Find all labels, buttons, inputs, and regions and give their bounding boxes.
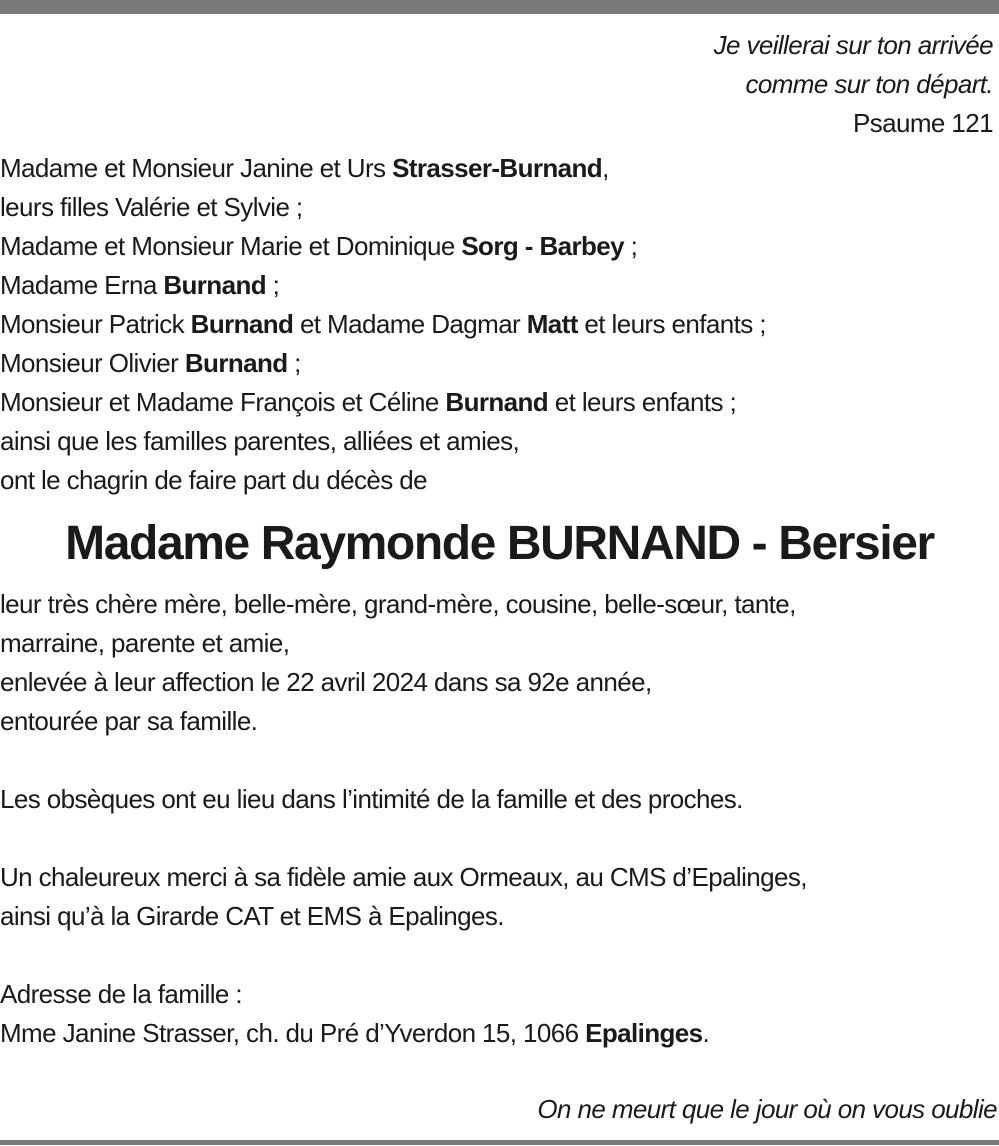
family-text: Madame Erna bbox=[0, 270, 164, 300]
address-label: Adresse de la famille : bbox=[0, 979, 242, 1009]
family-surname: Strasser-Burnand bbox=[392, 153, 603, 183]
epigraph bbox=[714, 26, 993, 143]
paragraph-gap bbox=[0, 819, 995, 858]
closing-quote: On ne meurt que le jour où on vous oublie bbox=[537, 1094, 997, 1124]
family-text: Monsieur Patrick bbox=[0, 309, 191, 339]
family-line bbox=[0, 227, 995, 266]
family-line bbox=[0, 344, 995, 383]
epigraph-source: Psaume 121 bbox=[853, 108, 993, 138]
family-line bbox=[0, 266, 995, 305]
family-text: Monsieur Olivier bbox=[0, 348, 185, 378]
family-text: et Madame Dagmar bbox=[293, 309, 527, 339]
family-surname: Sorg - Barbey bbox=[461, 231, 624, 261]
paragraph-gap bbox=[0, 936, 995, 975]
thanks-line: Un chaleureux merci à sa fidèle amie aux Ormeaux, au CMS d’Epalinges, bbox=[0, 862, 807, 892]
bottom-rule bbox=[0, 1140, 999, 1145]
family-surname: Burnand bbox=[190, 309, 294, 339]
family-list bbox=[0, 149, 995, 500]
family-line bbox=[0, 149, 995, 188]
family-surname: Matt bbox=[526, 309, 578, 339]
address-city: Epalinges bbox=[585, 1018, 703, 1048]
family-line: ainsi que les familles parentes, alliées et amies, bbox=[0, 426, 520, 456]
family-text: ; bbox=[266, 270, 280, 300]
family-line bbox=[0, 383, 995, 422]
address-text: . bbox=[702, 1018, 710, 1048]
top-rule bbox=[0, 0, 999, 14]
family-text: ; bbox=[287, 348, 301, 378]
family-line: leurs filles Valérie et Sylvie ; bbox=[0, 192, 303, 222]
family-text: Madame et Monsieur Janine et Urs bbox=[0, 153, 393, 183]
epigraph-line-1: Je veillerai sur ton arrivée bbox=[713, 30, 993, 60]
family-text: et leurs enfants ; bbox=[577, 309, 766, 339]
family-text: Madame et Monsieur Marie et Dominique bbox=[0, 231, 462, 261]
paragraph-gap bbox=[0, 741, 995, 780]
body-line: leur très chère mère, belle-mère, grand-mère, cousine, belle-sœur, tante, bbox=[0, 589, 796, 619]
family-text: , bbox=[602, 153, 609, 183]
body-line: enlevée à leur affection le 22 avril 2024 dans sa 92e année, bbox=[0, 667, 652, 697]
family-surname: Burnand bbox=[184, 348, 288, 378]
notice-body bbox=[0, 585, 995, 1053]
funeral-notice: Les obsèques ont eu lieu dans l’intimité de la famille et des proches. bbox=[0, 784, 743, 814]
thanks-line: ainsi qu’à la Girarde CAT et EMS à Epalinges. bbox=[0, 901, 504, 931]
family-surname: Burnand bbox=[445, 387, 549, 417]
family-text: et leurs enfants ; bbox=[548, 387, 737, 417]
family-text: ; bbox=[624, 231, 638, 261]
family-line: ont le chagrin de faire part du décès de bbox=[0, 465, 427, 495]
deceased-name: Madame Raymonde BURNAND - Bersier bbox=[65, 517, 934, 570]
epigraph-line-2: comme sur ton départ. bbox=[745, 69, 993, 99]
family-text: Monsieur et Madame François et Céline bbox=[0, 387, 446, 417]
body-line: entourée par sa famille. bbox=[0, 706, 258, 736]
body-line: marraine, parente et amie, bbox=[0, 628, 290, 658]
family-address bbox=[0, 1014, 995, 1053]
family-line bbox=[0, 305, 995, 344]
address-text: Mme Janine Strasser, ch. du Pré d’Yverdon 15, 1066 bbox=[0, 1018, 586, 1048]
family-surname: Burnand bbox=[163, 270, 267, 300]
